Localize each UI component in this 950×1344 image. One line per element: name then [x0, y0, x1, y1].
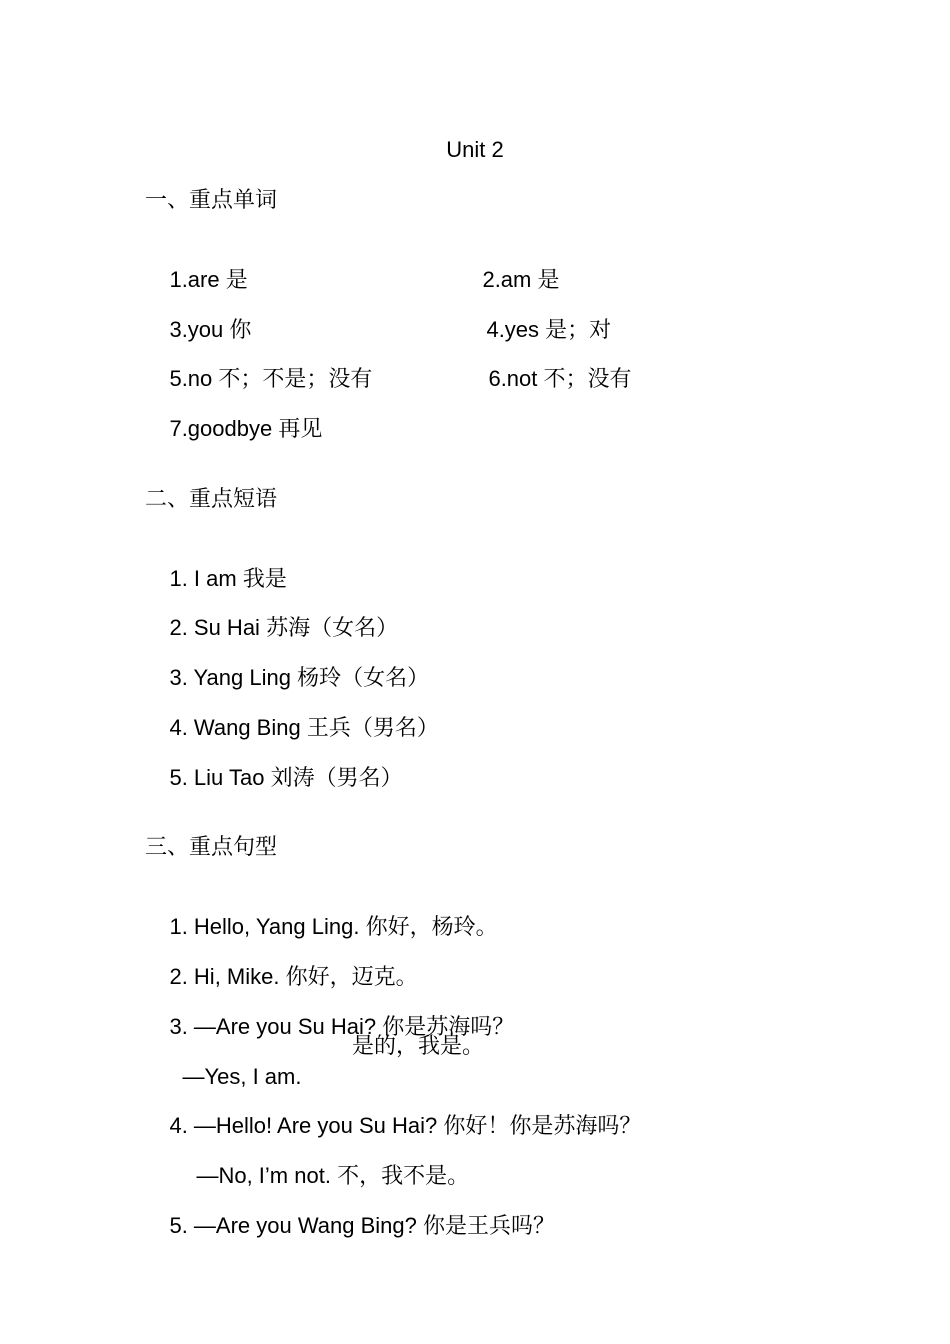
word-en: 2.am: [482, 267, 532, 292]
word-zh: 不；不是；没有: [218, 367, 373, 392]
word-en: 1.are: [169, 267, 220, 292]
word-en: 3.you: [169, 317, 224, 342]
section-heading-sentences: 三、重点句型: [145, 835, 278, 860]
word-item: [145, 384, 322, 475]
document-title: Unit 2: [446, 137, 504, 162]
sentence-en: 1. Hello, Yang Ling.: [169, 914, 360, 939]
word-zh: 是: [225, 268, 248, 293]
phrase-en: 5. Liu Tao: [169, 765, 265, 790]
phrase-zh: 刘涛（男名）: [270, 766, 403, 791]
word-zh: 再见: [278, 417, 323, 442]
phrase-zh: 我是: [242, 567, 287, 592]
sentence-zh: 你好！你是苏海吗？: [443, 1114, 642, 1139]
word-en: 5.no: [169, 366, 213, 391]
phrase-en: 1. I am: [169, 566, 237, 591]
sentence-en: 2. Hi, Mike.: [169, 964, 280, 989]
phrase-zh: 王兵（男名）: [306, 716, 439, 741]
sentence-item: [145, 1181, 555, 1272]
phrase-zh: 苏海（女名）: [266, 616, 399, 641]
sentence-en: 5. —Are you Wang Bing?: [169, 1213, 417, 1238]
phrase-en: 3. Yang Ling: [169, 665, 291, 690]
word-zh: 不；没有: [543, 367, 632, 392]
section-heading-phrases: 二、重点短语: [145, 487, 278, 512]
sentence-en: —No, I’m not.: [196, 1163, 331, 1188]
word-en: 7.goodbye: [169, 416, 273, 441]
word-zh: 你: [229, 318, 252, 343]
sentence-zh: 你好，杨玲。: [365, 915, 498, 940]
word-en: 6.not: [488, 366, 538, 391]
word-en: 4.yes: [486, 317, 540, 342]
word-zh: 是: [537, 268, 560, 293]
word-zh: 是；对: [545, 318, 612, 343]
sentence-zh: 是的，我是。: [352, 1034, 485, 1059]
sentence-en: 3. —Are you Su Hai?: [169, 1014, 377, 1039]
phrase-en: 2. Su Hai: [169, 615, 260, 640]
word-item: [464, 334, 632, 425]
sentence-zh: 不，我不是。: [337, 1164, 470, 1189]
sentence-en: —Yes, I am.: [182, 1064, 302, 1089]
sentence-en: 4. —Hello! Are you Su Hai?: [169, 1113, 438, 1138]
phrase-zh: 杨玲（女名）: [297, 666, 430, 691]
sentence-zh: 你是王兵吗？: [423, 1214, 556, 1239]
phrase-item: [145, 733, 403, 824]
section-heading-words: 一、重点单词: [145, 188, 278, 213]
sentence-zh: 你好，迈克。: [285, 965, 418, 990]
phrase-en: 4. Wang Bing: [169, 715, 301, 740]
sentence-zh: 你是苏海吗？: [382, 1015, 515, 1040]
